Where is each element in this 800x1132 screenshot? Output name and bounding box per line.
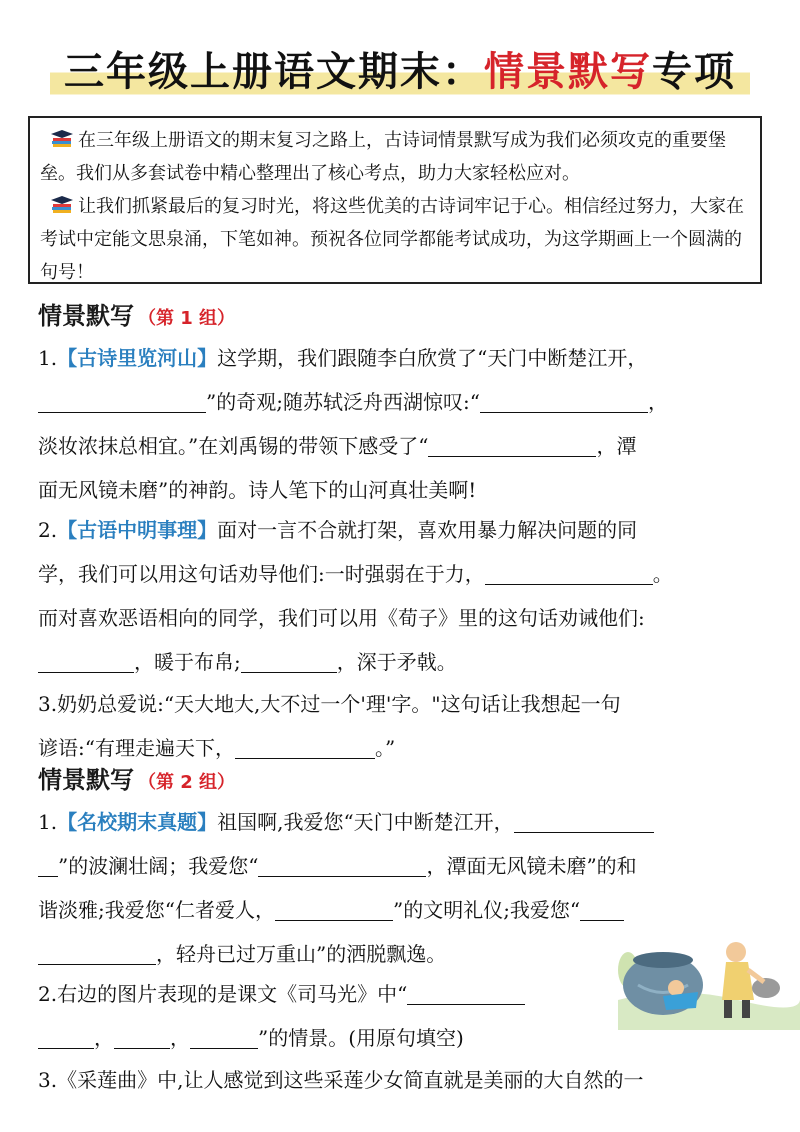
- question-number: 2.: [38, 982, 58, 1006]
- answer-blank[interactable]: [258, 854, 426, 877]
- answer-blank[interactable]: [485, 562, 653, 585]
- question-text: ”的波澜壮阔；我爱您“: [58, 854, 259, 878]
- question-text: ，暖于布帛;: [134, 650, 241, 674]
- title-highlight: 情景默写: [484, 49, 652, 95]
- intro-paragraph-1: [40, 124, 752, 190]
- section-heading-group-2: [38, 760, 235, 795]
- question-text: ”的情景。(用原句填空): [258, 1026, 464, 1050]
- section-heading-group-1: [38, 296, 235, 331]
- question-tag: 【古语中明事理】: [57, 518, 218, 542]
- answer-blank[interactable]: [190, 1026, 258, 1049]
- sima-guang-illustration: [618, 930, 800, 1030]
- book-stack-icon: [50, 193, 74, 213]
- question-number: 3.: [38, 1068, 58, 1092]
- question-text: ，: [647, 390, 668, 414]
- answer-blank[interactable]: [38, 1026, 94, 1049]
- question-number: 2.: [38, 518, 58, 542]
- answer-blank[interactable]: [275, 898, 393, 921]
- question-number: 1.: [38, 346, 58, 370]
- question-text: 谚语:“有理走遍天下，: [38, 736, 235, 760]
- question-text: 奶奶总爱说:“天大地大,大不过一个'理'字。"这句话让我想起一句: [57, 692, 621, 716]
- intro-box: [28, 116, 762, 284]
- section-title: 情景默写: [38, 766, 134, 794]
- question-text: 面对一言不合就打架，喜欢用暴力解决问题的同: [217, 518, 638, 542]
- answer-blank[interactable]: [580, 898, 624, 921]
- answer-blank[interactable]: [480, 390, 648, 413]
- intro-paragraph-2: [40, 190, 752, 289]
- answer-blank[interactable]: [38, 942, 156, 965]
- section-title: 情景默写: [38, 302, 134, 330]
- answer-blank[interactable]: [407, 982, 525, 1005]
- question-g2-q2: [38, 972, 618, 1060]
- question-number: 3.: [38, 692, 58, 716]
- answer-blank[interactable]: [235, 736, 375, 759]
- question-g1-q2: [38, 508, 762, 684]
- intro-text-1: 在三年级上册语文的期末复习之路上，古诗词情景默写成为我们必须攻克的重要堡垒。我们从多套试卷中精心整理出了核心考点，助力大家轻松应对。: [40, 130, 726, 184]
- question-text: ，: [170, 1026, 190, 1050]
- page-title: [50, 40, 750, 99]
- question-text: 淡妆浓抹总相宜。”在刘禹锡的带领下感受了“: [38, 434, 429, 458]
- question-text: 谐淡雅;我爱您“仁者爱人，: [38, 898, 275, 922]
- answer-blank[interactable]: [38, 650, 134, 673]
- question-text: ，: [94, 1026, 114, 1050]
- question-text: 《采莲曲》中,让人感觉到这些采莲少女简直就是美丽的大自然的一: [57, 1068, 644, 1092]
- answer-blank[interactable]: [241, 650, 337, 673]
- question-text: ，潭面无风镜未磨”的和: [426, 854, 637, 878]
- question-text: 学，我们可以用这句话劝导他们:一时强弱在于力，: [38, 562, 485, 586]
- question-text: 而对喜欢恶语相向的同学，我们可以用《荀子》里的这句话劝诫他们:: [38, 606, 645, 630]
- question-g1-q1: [38, 336, 762, 512]
- group-label: （第 1 组）: [138, 308, 236, 329]
- question-text: ，轻舟已过万重山”的洒脱飘逸。: [156, 942, 447, 966]
- intro-text-2: 让我们抓紧最后的复习时光，将这些优美的古诗词牢记于心。相信经过努力，大家在考试中定能文思泉涌，下笔如神。预祝各位同学都能考试成功，为这学期画上一个圆满的句号！: [40, 196, 744, 283]
- question-text: 。: [652, 562, 673, 586]
- answer-blank[interactable]: [114, 1026, 170, 1049]
- question-text: 右边的图片表现的是课文《司马光》中“: [57, 982, 408, 1006]
- question-text: ”的奇观;随苏轼泛舟西湖惊叹:“: [206, 390, 480, 414]
- question-text: 这学期，我们跟随李白欣赏了“天门中断楚江开，: [217, 346, 648, 370]
- question-g1-q3: [38, 682, 762, 770]
- answer-blank[interactable]: [38, 854, 58, 877]
- answer-blank[interactable]: [428, 434, 596, 457]
- question-text: ，深于矛戟。: [336, 650, 457, 674]
- question-text: ”的文明礼仪;我爱您“: [392, 898, 581, 922]
- question-g2-q3: [38, 1058, 762, 1102]
- question-text: 祖国啊,我爱您“天门中断楚江开，: [217, 810, 514, 834]
- question-text: 。”: [374, 736, 396, 760]
- question-number: 1.: [38, 810, 58, 834]
- title-suffix: 专项: [652, 49, 736, 95]
- question-text: 面无风镜未磨”的神韵。诗人笔下的山河真壮美啊!: [38, 478, 477, 502]
- book-stack-icon: [50, 127, 74, 147]
- group-label: （第 2 组）: [138, 772, 236, 793]
- question-text: ，潭: [596, 434, 637, 458]
- answer-blank[interactable]: [514, 810, 654, 833]
- answer-blank[interactable]: [38, 390, 206, 413]
- question-tag: 【古诗里览河山】: [57, 346, 218, 370]
- title-area: [0, 40, 800, 99]
- title-prefix: 三年级上册语文期末：: [64, 49, 484, 95]
- question-tag: 【名校期末真题】: [57, 810, 218, 834]
